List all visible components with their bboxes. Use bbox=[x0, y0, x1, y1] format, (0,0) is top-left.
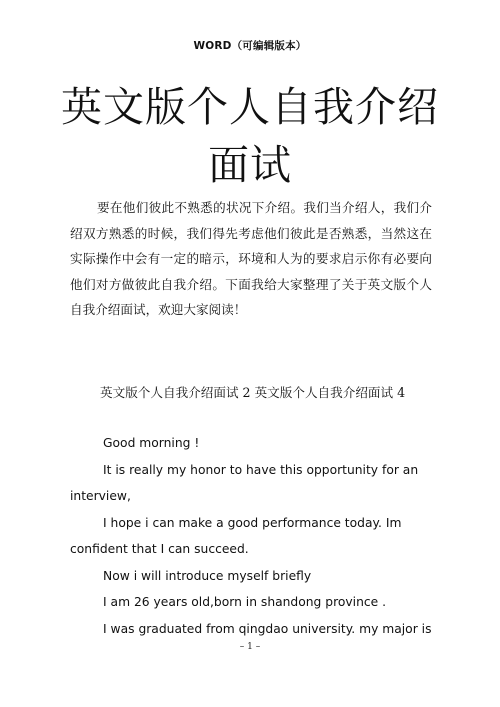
related-link-2[interactable]: 英文版个人自我介绍面试 4 bbox=[254, 385, 406, 400]
english-paragraph: I was graduated from qingdao university. my major is bbox=[103, 621, 432, 636]
english-paragraph: Good morning ! bbox=[103, 436, 200, 450]
title-line-1: 英文版个人自我介绍 bbox=[61, 83, 439, 131]
title-line-2: 面试 bbox=[208, 141, 292, 189]
related-articles bbox=[70, 380, 450, 405]
english-paragraph: I hope i can make a good performance today. Im confident that I can succeed. bbox=[70, 515, 402, 556]
header-note: WORD（可编辑版本） bbox=[193, 40, 307, 52]
english-paragraph: It is really my honor to have this opportunity for an interview, bbox=[70, 462, 419, 503]
page-number: – 1 – bbox=[239, 642, 261, 652]
english-paragraph: I am 26 years old,born in shandong province . bbox=[103, 595, 387, 609]
intro-paragraph: 要在他们彼此不熟悉的状况下介绍。我们当介绍人，我们介绍双方熟悉的时候，我们得先考虑他们彼此是否熟悉，当然这在实际操作中会有一定的暗示，环境和人为的要求启示你有必要向他们对方做彼此自我介绍。下面我给大家整理了关于英文版个人自我介绍面试，欢迎大家阅读！ bbox=[70, 200, 432, 318]
document-title bbox=[40, 78, 460, 194]
related-link-1[interactable]: 英文版个人自我介绍面试 2 bbox=[100, 385, 251, 400]
english-paragraph: Now i will introduce myself briefly bbox=[103, 568, 312, 583]
english-content bbox=[70, 430, 432, 642]
